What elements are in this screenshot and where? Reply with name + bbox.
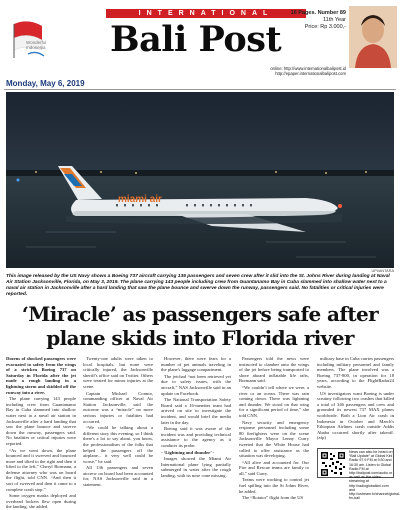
article-paragraph: military base in Cuba carries passengers including military personnel and family members. The plane involved was a Boeing 737-800, in operation for 18 years, according to the FlightRadar24 website.	[317, 356, 394, 389]
qr-code-icon[interactable]	[320, 451, 346, 477]
article-column-3	[161, 356, 231, 478]
issue-year: 11th Year	[323, 17, 346, 23]
issue-date: Monday, May 6, 2019	[6, 79, 85, 88]
issue-price: Price: Rp 3.000,-	[304, 24, 346, 30]
radio-promo-text: News can also be heard on “Bali Update” at Global Kini Radio 97.9 FM at 9:30 and 16:30 am. Listen to Global Radio FM at http://balipost.com/audio or as well as live video streaming at http://radioglobalkini.com and http://ustream.tv/channel/global-fm-bali	[349, 450, 400, 501]
article-paragraph: “We could be talking about a different story this evening, so I think there's a lot to say about, you know, the professionalism of the folks that helped the passengers off the airplane... it very well could be worse,” he said.	[83, 425, 153, 464]
article-paragraph: Twenty-one adults were taken to local hospitals, but none were critically injured, the Jacksonville sheriff's office said on Twitter. Others were treated for minor injuries at the scene.	[83, 356, 153, 389]
article-paragraph: “We couldn’t tell where we were, a river or an ocean. There was rain coming down. There was lightning and thunder. We stood on that wing for a significant period of time,” she told CNN.	[239, 384, 309, 418]
article-paragraph: However, there were fears for a number of pet animals traveling in the plane's luggage compartment.	[161, 356, 231, 373]
article-paragraph: The “Rotator” flight from the US	[242, 495, 304, 501]
page-count: 16 Pages. Number 89	[290, 10, 346, 16]
photo-caption: This image released by the US Navy shows a Boeing 737 aircraft carrying 136 passengers and seven crew after it slid into the St. Johns River during landing at Naval Air Station Jacksonville, Florida, on May 3, 2019. The plane carrying 143 people including crew from Guantanamo Bay in Cuba slammed into shallow water next to a naval air station in Jacksonville after a hard landing that saw the plane bounce and swerve down the runway, passengers said. No fatalities or critical injuries were reported.	[6, 274, 390, 297]
article-body	[6, 356, 400, 510]
wonderful-indonesia-logo	[8, 20, 66, 60]
article-paragraph: All 136 passengers and seven aircrew on board had been accounted for, NAS Jacksonville said in a statement.	[83, 465, 153, 488]
article-paragraph: Passengers told the news were instructed to clamber onto the wings of the jet before being transported to shore aboard inflatable life rafts, Bormann said.	[239, 356, 309, 384]
section-label: INTERNATIONAL	[138, 10, 274, 17]
newspaper-title: Bali Post	[110, 19, 282, 60]
article-paragraph: Boeing said it was aware of the incident was and providing technical assistance to the agency as it conducts its probe.	[161, 426, 231, 448]
article-paragraph: Captain Michael Connor, commanding officer at Naval Air Station Jacksonville, said the outcome was a “miracle” no more serious injuries or fatalities had occurred.	[83, 390, 153, 424]
main-headline	[0, 302, 400, 350]
headline-line-2: plane skids into Florida river	[46, 326, 354, 350]
headline-line-1: ‘Miracle’ as passengers safe after	[21, 302, 379, 326]
masthead-divider	[4, 89, 396, 90]
article-paragraph: Navy security and emergency response personnel including some 80 firefighters were on the scene Jacksonville Mayor Lenny Curry tweeted that the White House had called to offer assistance as the situation was developing.	[239, 419, 309, 459]
article-paragraph: The National Transportation Safety Board said a 16-member team had arrived on site to investigate the incident, and would brief the media later in the day.	[161, 397, 231, 425]
article-subhead: - ‘Lightning and thunder’ -	[161, 449, 215, 455]
issue-info	[291, 10, 346, 31]
article-lead: Dozens of shocked passengers were evacuated to safety from the wings of a stricken Boeing 737 on Saturday in Florida after the jet made a rough landing in a lightning storm and skidded off the runway into a river.	[6, 356, 76, 395]
article-paragraph: “All alive and accounted for. Our Fire and Rescue teams are family to all,” said Curry.	[239, 459, 309, 476]
article-paragraph: Images showed the Miami Air International plane lying partially submerged in water after the rough landing, with its nose cone missing.	[161, 456, 231, 478]
article-paragraph: “As we went down, the plane bounced and it swerved and bounced more and tilted to the right and then it lifted to the left,” Cheryl Bormann, a defense attorney who was on board the flight, told CNN. “And then it sort of swerved and then it came to a complete crash stop.”	[6, 447, 76, 492]
online-link-main[interactable]: online: http://www.internationalbalipost.id	[270, 66, 346, 71]
article-paragraph: The jetchad “not been retrieved yet due to safety issues, with the aircraft,” NAS Jacksonville said in an update on Facebook.	[161, 373, 231, 396]
article-paragraph: Teams were working to control jet fuel spilling into the St Johns River, he added.	[239, 477, 309, 494]
article-column-1	[6, 356, 76, 510]
article-paragraph: US investigators want Boeing is under scrutiny following two crashes that killed a total of 346 passengers and crew and grounded its newest 737 MAX planes worldwide. Both a Lion Air crash in Indonesia in October and March's Ethiopian Airlines crash outside Addis Ababa occurred shortly after takeoff. (afp)	[317, 390, 394, 441]
online-link-epaper[interactable]: http://epaper.internationalbalipost.com	[275, 71, 346, 76]
article-column-4	[239, 356, 309, 501]
masthead	[0, 0, 400, 88]
photo-credit: UPI/ANTARA	[371, 269, 394, 273]
lead-photo	[6, 92, 394, 268]
founder-portrait	[349, 6, 397, 68]
logo-tagline: Wonderful Indonesia	[26, 40, 47, 50]
radio-promo-box	[317, 448, 400, 501]
plane-livery: miami air	[118, 194, 162, 205]
online-links	[270, 66, 346, 76]
article-paragraph: The plane carrying 143 people including crew from Guantanamo Bay in Cuba slammed into shallow water next to a naval air station in Jacksonville after a hard landing that saw the plane bounce and swerve down the runway, passengers said. No fatalities or critical injuries were reported.	[6, 396, 76, 446]
article-column-2	[83, 356, 153, 488]
article-paragraph: Some oxygen masks deployed and overhead lockers flew open during the landing, she added.	[6, 493, 76, 510]
section-banner	[106, 9, 306, 18]
